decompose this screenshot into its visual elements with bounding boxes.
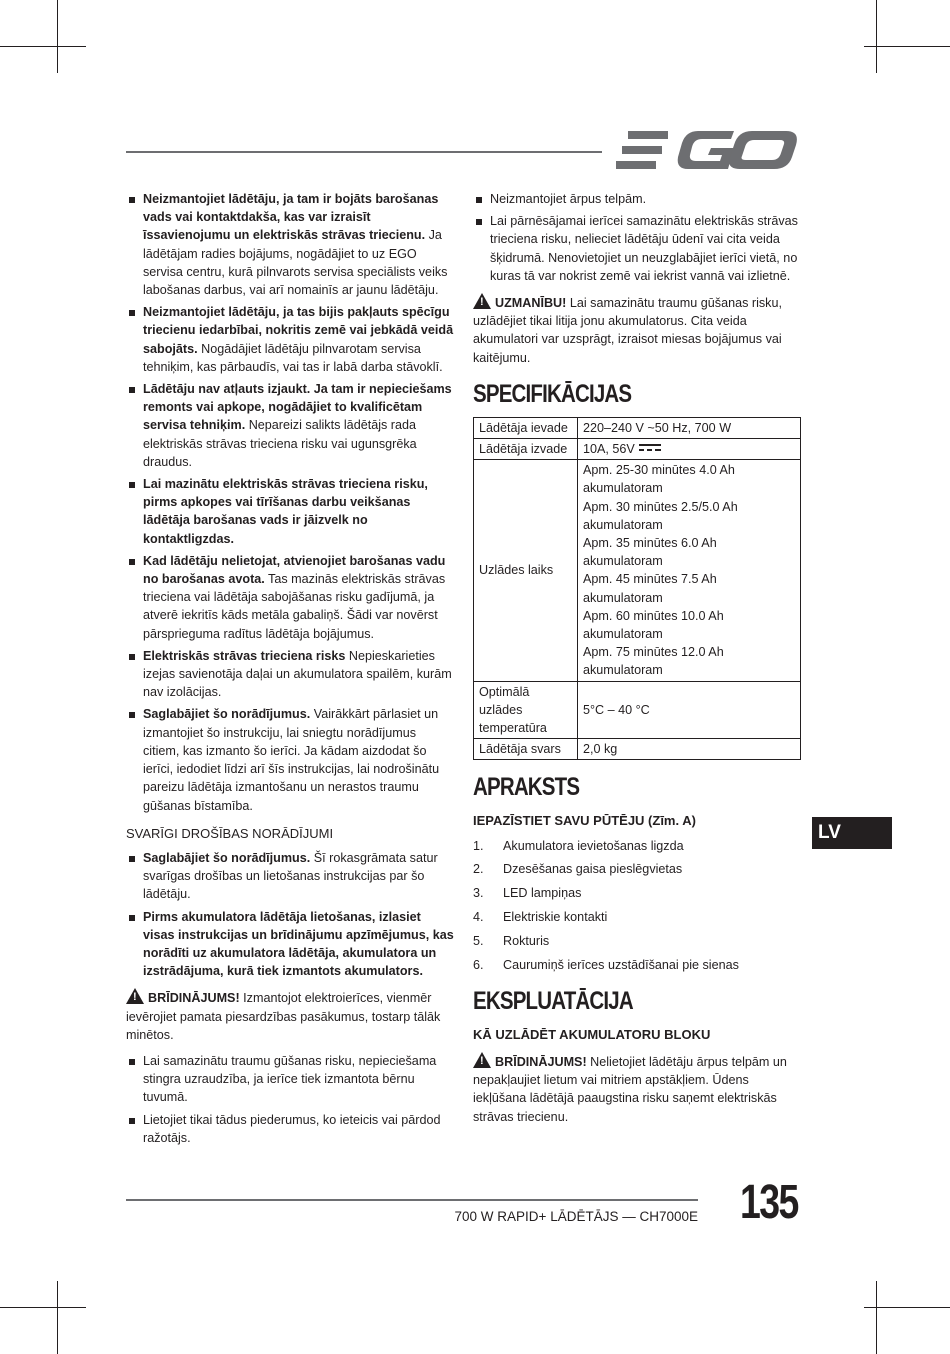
desc-title: APRAKSTS: [473, 773, 580, 802]
list-item: 5. Rokturis: [473, 933, 550, 948]
crop-mark: [876, 0, 877, 73]
charge-time-line: Apm. 75 minūtes 12.0 Ah akumulatoram: [583, 645, 724, 678]
spec-value: [578, 460, 801, 681]
spec-title: SPECIFIKĀCIJAS: [473, 379, 632, 408]
safety-bullet: Elektriskās strāvas trieciena risks Nepieskarieties izejas savienotāja daļai un akumulatora spailēm, kurām nav izolācijas.: [126, 647, 454, 702]
warning-paragraph: ! BRĪDINĀJUMS! Nelietojiet lādētāju ārpus telpām un nepakļaujiet lietum vai mitriem apstākļiem. Ūdens iekļūšana lādētājā paaugstina risku saņemt elektriskās strāvas triecienu.: [473, 1052, 803, 1126]
spec-value: [578, 439, 801, 460]
warning-icon: !: [126, 988, 144, 1004]
crop-mark: [876, 1281, 877, 1354]
crop-mark: [0, 1307, 86, 1308]
spec-key: Uzlādes laiks: [474, 460, 578, 681]
list-item: 3. LED lampiņas: [473, 886, 582, 901]
spec-value: 2,0 kg: [578, 739, 801, 760]
footer-title: 700 W RAPID+ LĀDĒTĀJS — CH7000E: [454, 1209, 698, 1224]
crop-mark: [57, 0, 58, 73]
safety-bullet: Lietojiet tikai tādus piederumus, ko ieteicis vai pārdod ražotājs.: [126, 1111, 454, 1147]
crop-mark: [57, 1281, 58, 1354]
safety-bullet: Kad lādētāju nelietojat, atvienojiet barošanas vadu no barošanas avota. Tas mazinās elektriskās strāvas trieciena vai lādētāja sabojāšanas risku gadījumā, ja atverē iekritīs kāds metāla gabaliņš. Šādi var novērst pārsprieguma radītus lādētāja bojājumus.: [126, 552, 454, 643]
list-item: 2. Dzesēšanas gaisa pieslēgvietas: [473, 862, 683, 877]
desc-subheading: IEPAZĪSTIET SAVU PŪTĒJU (Zīm. A): [473, 813, 696, 829]
table-row: [474, 417, 801, 438]
crop-mark: [864, 1307, 950, 1308]
crop-mark: [864, 46, 950, 47]
spec-table: [473, 417, 801, 761]
spec-key: Lādētāja ievade: [474, 417, 578, 438]
right-column: [473, 190, 803, 1134]
list-item: 4. Elektriskie kontakti: [473, 910, 608, 925]
safety-bullet: Saglabājiet šo norādījumus. Vairākkārt pārlasiet un izmantojiet šo instrukciju, lai sniegtu norādījumus citiem, kas izmanto šo ierīci. Ja kādam aizdodat šo ierīci, iedodiet līdzi arī šīs instrukcijas, lai nodrošinātu pareizu lādētāja izmantošanu un nerastos traumu gūšanas bīstamība.: [126, 705, 454, 814]
safety-bullet: Neizmantojiet ārpus telpām.: [473, 190, 803, 208]
output-value: 10A, 56V: [583, 442, 635, 457]
warning-paragraph: ! BRĪDINĀJUMS! Izmantojot elektroierīces, vienmēr ievērojiet pamata piesardzības pasākumus, tostarp tālāk minētos.: [126, 988, 454, 1044]
spec-key: Optimālā uzlādes temperatūra: [474, 681, 578, 739]
list-item: 1. Akumulatora ievietošanas ligzda: [473, 838, 684, 853]
operation-subheading: KĀ UZLĀDĒT AKUMULATORU BLOKU: [473, 1026, 711, 1042]
section-heading: SVARĪGI DROŠĪBAS NORĀDĪJUMI: [126, 825, 334, 841]
warning-icon: !: [473, 1052, 491, 1068]
table-row: [474, 681, 801, 739]
charge-time-line: Apm. 35 minūtes 6.0 Ah akumulatoram: [583, 536, 717, 569]
footer-rule: [126, 1199, 698, 1201]
spec-key: Lādētāja svars: [474, 739, 578, 760]
safety-bullet: Lādētāju nav atļauts izjaukt. Ja tam ir nepieciešams remonts vai apkope, nogādājiet to kvalificētam servisa tehniķim. Nepareizi salikts lādētājs rada elektriskās strāvas trieciena risku vai ugunsgrēka draudus.: [126, 380, 454, 471]
safety-bullet: Saglabājiet šo norādījumus. Šī rokasgrāmata satur svarīgas drošības un lietošanas instrukcijas par šo lādētāju.: [126, 849, 454, 904]
table-row: [474, 439, 801, 460]
page-number: 135: [740, 1176, 798, 1229]
caution-paragraph: ! UZMANĪBU! Lai samazinātu traumu gūšanas risku, uzlādējiet tikai litija jonu akumulatorus. Cita veida akumulatori var uzsprāgt, izraisot miesas bojājumus vai kaitējumu.: [473, 293, 803, 367]
ego-logo: [616, 129, 800, 176]
spec-value: 220–240 V ~50 Hz, 700 W: [578, 417, 801, 438]
charge-time-line: Apm. 25-30 minūtes 4.0 Ah akumulatoram: [583, 463, 735, 496]
charge-time-line: Apm. 45 minūtes 7.5 Ah akumulatoram: [583, 572, 717, 605]
safety-bullet: Lai pārnēsājamai ierīcei samazinātu elektriskās strāvas trieciena risku, nelieciet lādētāju ūdenī vai cita veida šķidrumā. Nenovietojiet un neuzglabājiet ierīci vietā, no kuras tā var nokrist zemē vai iekrist vannā vai izlietnē.: [473, 212, 803, 285]
charge-time-line: Apm. 60 minūtes 10.0 Ah akumulatoram: [583, 608, 724, 642]
spec-key: Lādētāja izvade: [474, 439, 578, 460]
charge-time-line: Apm. 30 minūtes 2.5/5.0 Ah akumulatoram: [583, 499, 738, 532]
table-row: [474, 739, 801, 760]
warning-icon: !: [473, 293, 491, 309]
operation-title: EKSPLUATĀCIJA: [473, 986, 633, 1015]
crop-mark: [0, 46, 86, 47]
safety-bullet: Neizmantojiet lādētāju, ja tam ir bojāts barošanas vads vai kontaktdakša, kas var izraisīt īssavienojumu un elektriskās strāvas triecienu. Ja lādētājam radies bojājums, nogādājiet to uz EGO servisa centru, kurā pilnvarots servisa speciālists veiks labošanas darbus, vai arī nomainīs ar jaunu lādētāju.: [126, 190, 454, 299]
header-rule: [126, 151, 602, 153]
list-item: 6. Caurumiņš ierīces uzstādīšanai pie sienas: [473, 957, 739, 972]
ego-logo-graphic: [616, 129, 800, 171]
parts-list: [473, 837, 803, 974]
dc-symbol-icon: [638, 443, 662, 453]
spec-value: 5°C – 40 °C: [578, 681, 801, 739]
safety-bullet: Neizmantojiet lādētāju, ja tas bijis pakļauts spēcīgu triecienu iedarbībai, nokritis zemē vai jebkādā veidā sabojāts. Nogādājiet lādētāju pilnvarotam servisa tehniķim, kas pārbaudīs, vai tas ir labā darba stāvoklī.: [126, 303, 454, 376]
language-tab: LV: [812, 817, 892, 849]
table-row: [474, 460, 801, 681]
left-column: [126, 190, 454, 1151]
safety-bullet: Lai mazinātu elektriskās strāvas trieciena risku, pirms apkopes vai tīrīšanas darbu veikšanas lādētāja barošanas vads ir jāizvelk no kontaktligzdas.: [126, 475, 454, 548]
safety-bullet: Lai samazinātu traumu gūšanas risku, nepieciešama stingra uzraudzība, ja ierīce tiek izmantota bērnu tuvumā.: [126, 1052, 454, 1107]
safety-bullet: Pirms akumulatora lādētāja lietošanas, izlasiet visas instrukcijas un brīdinājumu apzīmējumus, kas norādīti uz akumulatora lādētāja, akumulatora un izstrādājuma, kurā tiek izmantots akumulators.: [126, 908, 454, 981]
